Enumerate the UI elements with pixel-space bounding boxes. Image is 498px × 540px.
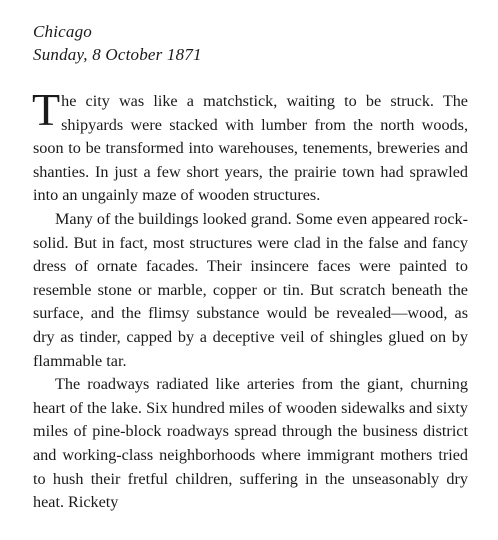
dateline (33, 20, 202, 66)
drop-cap: T (32, 84, 61, 135)
paragraph-1-text: he city was like a matchstick, waiting to be struck. The shipyards were stacked with lumber from the north woods, soon to be transformed into warehouses, tenements, breweries and shanties. In just a few short years, the prairie town had sprawled into an ungainly maze of wooden structures. (33, 92, 468, 205)
body-text (32, 84, 468, 515)
paragraph-3: The roadways radiated like arteries from the giant, churning heart of the lake. Six hundred miles of wooden sidewalks and sixty miles of pine-block roadways spread through the business district and working-class neighborhoods where immigrant mothers tried to hush their fretful children, suffering in the unseasonably dry heat. Rickety (33, 375, 468, 512)
dateline-city: Chicago (33, 22, 93, 41)
dateline-date: Sunday, 8 October 1871 (33, 45, 202, 64)
paragraph-1 (32, 84, 468, 208)
paragraph-2: Many of the buildings looked grand. Some even appeared rock-solid. But in fact, most structures were clad in the false and fancy dress of ornate facades. Their insincere faces were painted to resemble stone or marble, copper or tin. But scratch beneath the surface, and the flimsy substance would be revealed—wood, as dry as tinder, capped by a deceptive veil of shingles glued on by flammable tar. (33, 209, 468, 370)
